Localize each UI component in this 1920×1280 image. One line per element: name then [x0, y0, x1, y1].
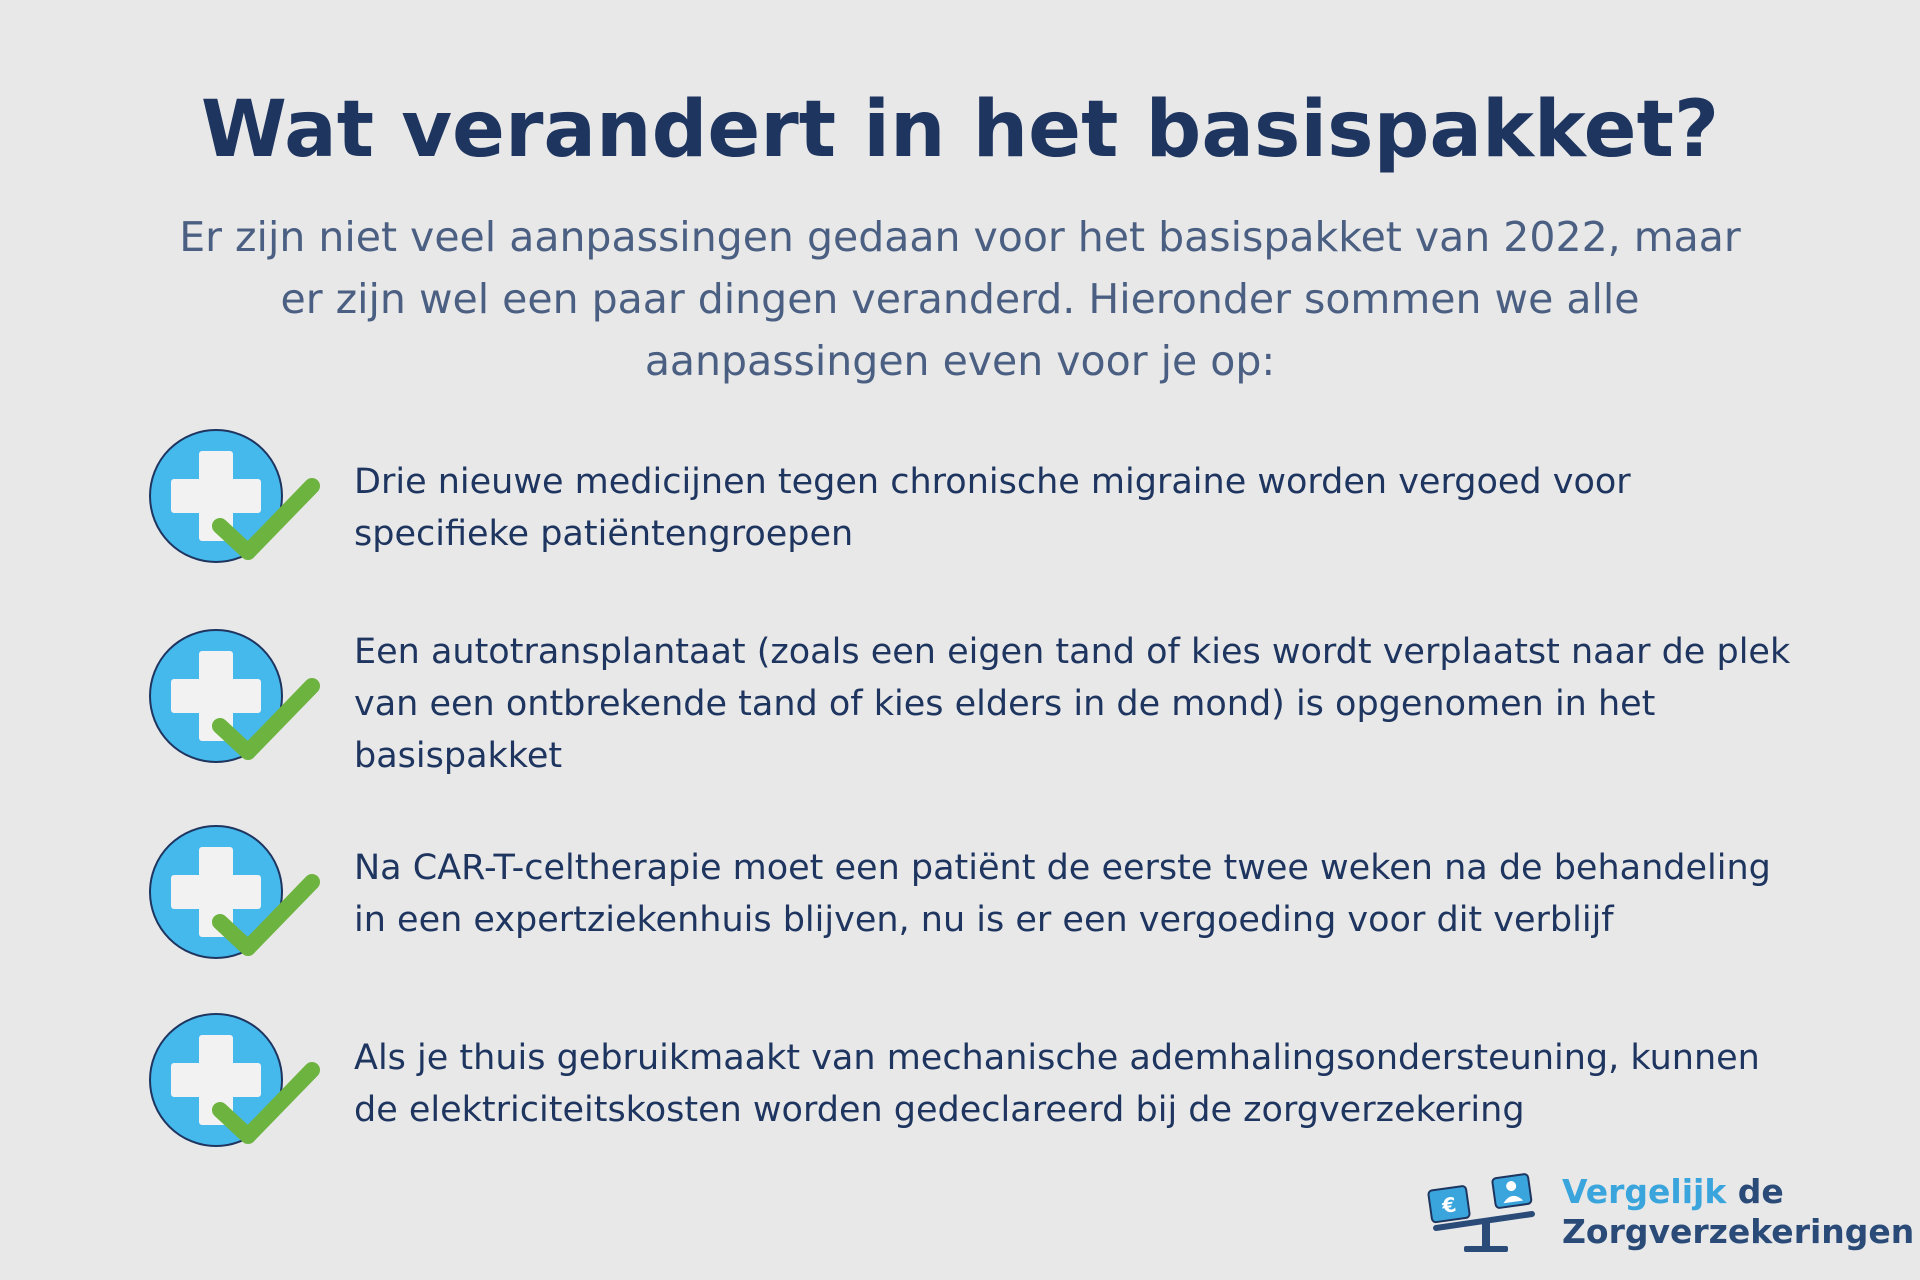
- medical-cross-check-icon: [146, 824, 322, 964]
- logo-word-zorgverzekeringen: Zorgverzekeringen: [1562, 1212, 1915, 1251]
- list-item-text: Na CAR-T-celtherapie moet een patiënt de eerste twee weken na de behandeling in een expertziekenhuis blijven, nu is er een vergoeding voor dit verblijf: [354, 848, 1771, 940]
- medical-cross-check-icon: [146, 428, 322, 568]
- medical-cross-check-icon: [146, 628, 322, 768]
- list-item-text: Een autotransplantaat (zoals een eigen tand of kies wordt verplaatst naar de plek van een ontbrekende tand of kies elders in de mond) is opgenomen in het basispakket: [354, 632, 1791, 776]
- brand-logo: [1426, 1170, 1915, 1256]
- scale-icon: [1426, 1170, 1546, 1256]
- logo-text: [1562, 1172, 1914, 1252]
- medical-cross-check-icon: [146, 1012, 322, 1152]
- intro-text: Er zijn niet veel aanpassingen gedaan voor het basispakket van 2022, maar er zijn wel een paar dingen veranderd. Hieronder sommen we alle aanpassingen even voor je op:: [179, 213, 1741, 385]
- logo-word-vergelijk: Vergelijk: [1562, 1172, 1727, 1211]
- svg-text:€: €: [1440, 1192, 1458, 1218]
- list-item-text: Drie nieuwe medicijnen tegen chronische migraine worden vergoed voor specifieke patiëntengroepen: [354, 462, 1631, 554]
- list-item-text: Als je thuis gebruikmaakt van mechanische ademhalingsondersteuning, kunnen de elektriciteitskosten worden gedeclareerd bij de zorgverzekering: [354, 1038, 1760, 1130]
- page-title: Wat verandert in het basispakket?: [200, 85, 1720, 175]
- logo-word-de: de: [1737, 1172, 1784, 1211]
